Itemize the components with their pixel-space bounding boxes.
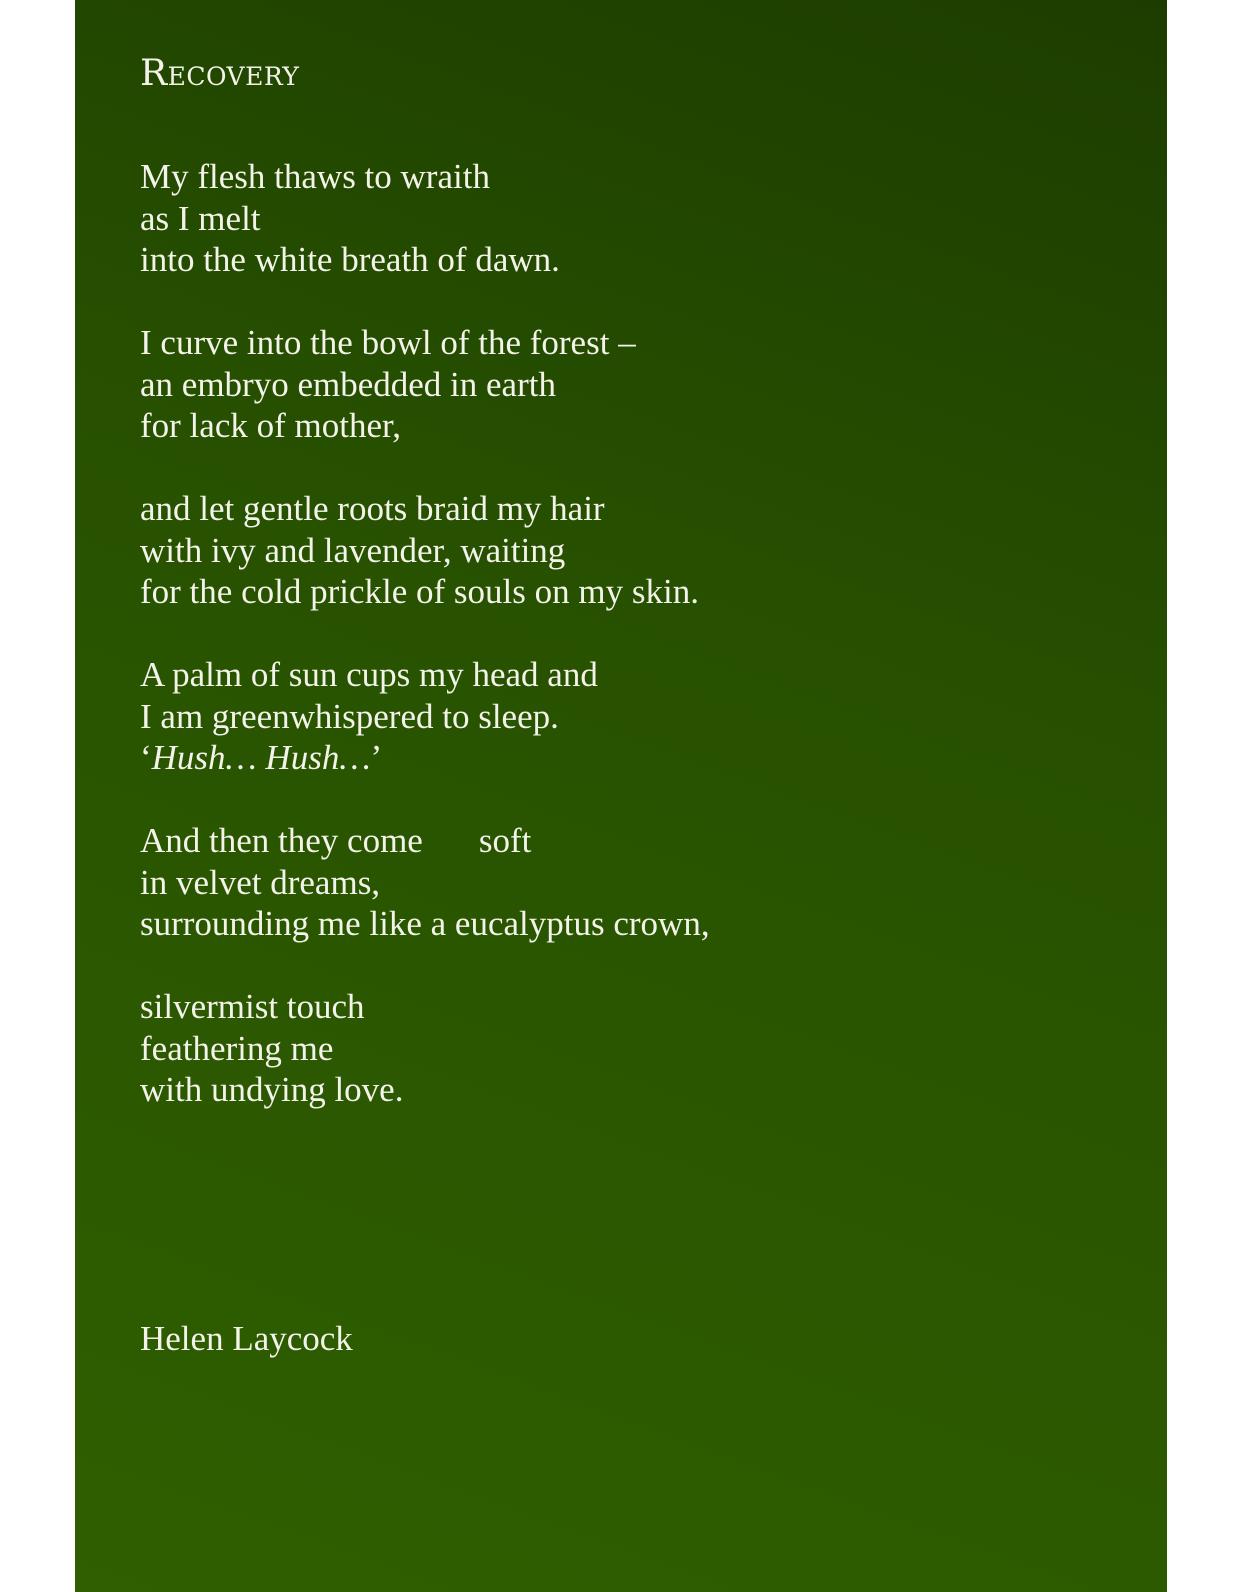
poem-line: I am greenwhispered to sleep. [140, 696, 559, 736]
hush-text: Hush… Hush… [151, 738, 371, 777]
poem-line: an embryo embedded in earth [140, 364, 556, 404]
poem-line: and let gentle roots braid my hair [140, 489, 605, 528]
author-name: Helen Laycock [140, 1319, 353, 1358]
come-line-part1: And then they come [140, 821, 423, 860]
stanza-4 [140, 654, 1040, 779]
poem-line: for lack of mother, [140, 406, 401, 445]
poem-line: into the white breath of dawn. [140, 240, 560, 279]
poem-line: surrounding me like a eucalyptus crown, [140, 904, 710, 943]
poem-line: with undying love. [140, 1070, 404, 1109]
poem-line: feathering me [140, 1028, 334, 1068]
stanza-5 [140, 820, 1040, 945]
poem-line: with ivy and lavender, waiting [140, 530, 566, 570]
poem-line: in velvet dreams, [140, 862, 381, 902]
stanza-2 [140, 322, 1040, 447]
poem-title: Recovery [140, 53, 300, 94]
close-quote: ’ [370, 738, 383, 777]
poem-line: silvermist touch [140, 987, 365, 1026]
come-line-part2: soft [478, 821, 532, 860]
open-quote: ‘ [140, 738, 152, 777]
poem-line: for the cold prickle of souls on my skin. [140, 572, 699, 611]
poem-line: I curve into the bowl of the forest – [140, 323, 636, 362]
hush-line [140, 737, 1040, 779]
poem-line: A palm of sun cups my head and [140, 655, 598, 694]
stanza-6 [140, 986, 1040, 1111]
poem-line: as I melt [140, 198, 261, 238]
poem-page [75, 0, 1167, 1592]
stanza-3 [140, 488, 1040, 613]
poem-line: My flesh thaws to wraith [140, 157, 490, 196]
poem-body [140, 156, 1040, 1152]
stanza-1 [140, 156, 1040, 281]
come-line [140, 820, 1040, 862]
